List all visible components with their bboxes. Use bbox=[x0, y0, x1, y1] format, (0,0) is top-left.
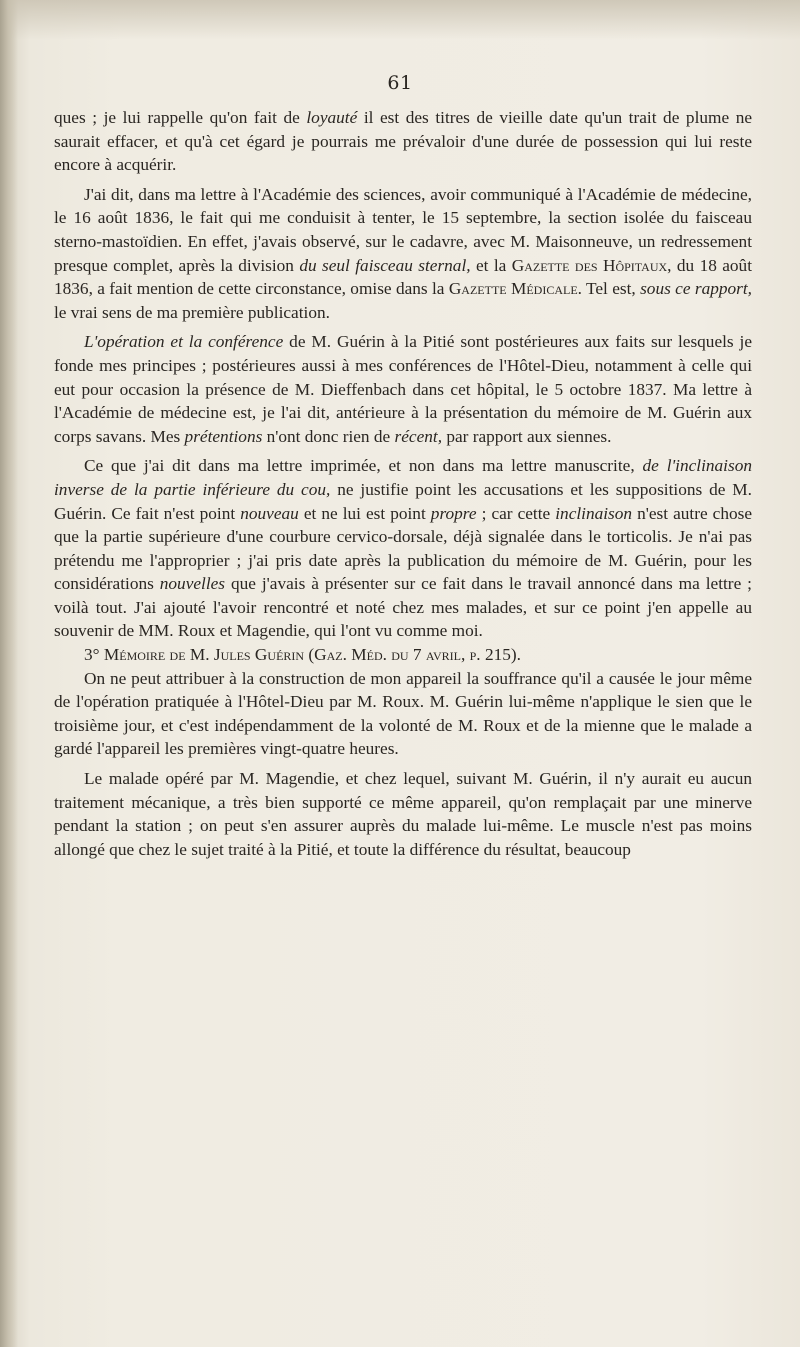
paragraph-5: On ne peut attribuer à la construction de mon appareil la souffrance qu'il a causée le jour même de l'opération pratiquée à l'Hôtel-Dieu par M. Roux. M. Guérin lui-même n'applique le sien que le troisième jour, et c'est indépendamment de la volonté de M. Roux et de la mienne que le malade a gardé l'appareil les premières vingt-quatre heures. bbox=[54, 668, 752, 759]
body-text bbox=[54, 106, 752, 861]
page-number: 61 bbox=[387, 72, 413, 94]
paragraph-2: J'ai dit, dans ma lettre à l'Académie des sciences, avoir communiqué à l'Académie de médecine, le 16 août 1836, le fait qui me conduisit à tenter, le 15 septembre, la section isolée du faisceau sterno-mastoïdien. En effet, j'avais observé, sur le cadavre, avec M. Maisonneuve, un redressement presque complet, après la division du seul faisceau sternal, et la Gazette des Hôpitaux, du 18 août 1836, a fait mention de cette circonstance, omise dans la Gazette Médicale. Tel est, sous ce rapport, le vrai sens de ma première publication. bbox=[54, 184, 752, 322]
paragraph-3: L'opération et la conférence de M. Guérin à la Pitié sont postérieures aux faits sur lesquels je fonde mes principes ; postérieures aussi à mes conférences de l'Hôtel-Dieu, notamment à celle qui eut pour occasion la présence de M. Dieffenbach dans cet hôpital, le 5 octobre 1837. Ma lettre à l'Académie de médecine est, je l'ai dit, antérieure à la présentation du mémoire de M. Guérin aux corps savans. Mes prétentions n'ont donc rien de récent, par rapport aux siennes. bbox=[54, 332, 753, 446]
paragraph-6: Le malade opéré par M. Magendie, et chez lequel, suivant M. Guérin, il n'y aurait eu aucun traitement mécanique, a très bien supporté ce même appareil, qu'on remplaçait par une minerve pendant la station ; on peut s'en assurer auprès du malade lui-même. Le muscle n'est pas moins allongé que chez le sujet traité à la Pitié, et toute la différence du résultat, beaucoup bbox=[54, 769, 752, 859]
paragraph-1: ques ; je lui rappelle qu'on fait de loyauté il est des titres de vieille date qu'un trait de plume ne saurait effacer, et qu'à cet égard je pourrais me prévaloir d'une durée de possession qui lui reste encore à acquérir. bbox=[54, 108, 752, 175]
section-heading: 3° Mémoire de M. Jules Guérin (Gaz. Méd. du 7 avril, p. 215). bbox=[84, 645, 521, 665]
page-top-shadow bbox=[0, 0, 800, 40]
page-binding-edge bbox=[0, 0, 18, 1347]
paragraph-4: Ce que j'ai dit dans ma lettre imprimée, et non dans ma lettre manuscrite, de l'inclinaison inverse de la partie inférieure du cou, ne justifie point les accusations et les suppositions de M. Guérin. Ce fait n'est point nouveau et ne lui est point propre ; car cette inclinaison n'est autre chose que la partie supérieure d'une courbure cervico-dorsale, déjà signalée dans le torticolis. Je n'ai pas prétendu me l'approprier ; j'ai pris date après la publication du mémoire de M. Guérin, pour les considérations nouvelles que j'avais à présenter sur ce fait dans le travail annoncé dans ma lettre ; voilà tout. J'ai ajouté l'avoir rencontré et noté chez mes malades, et sur ce point j'en appelle au souvenir de MM. Roux et Magendie, qui l'ont vu comme moi. bbox=[54, 456, 753, 641]
